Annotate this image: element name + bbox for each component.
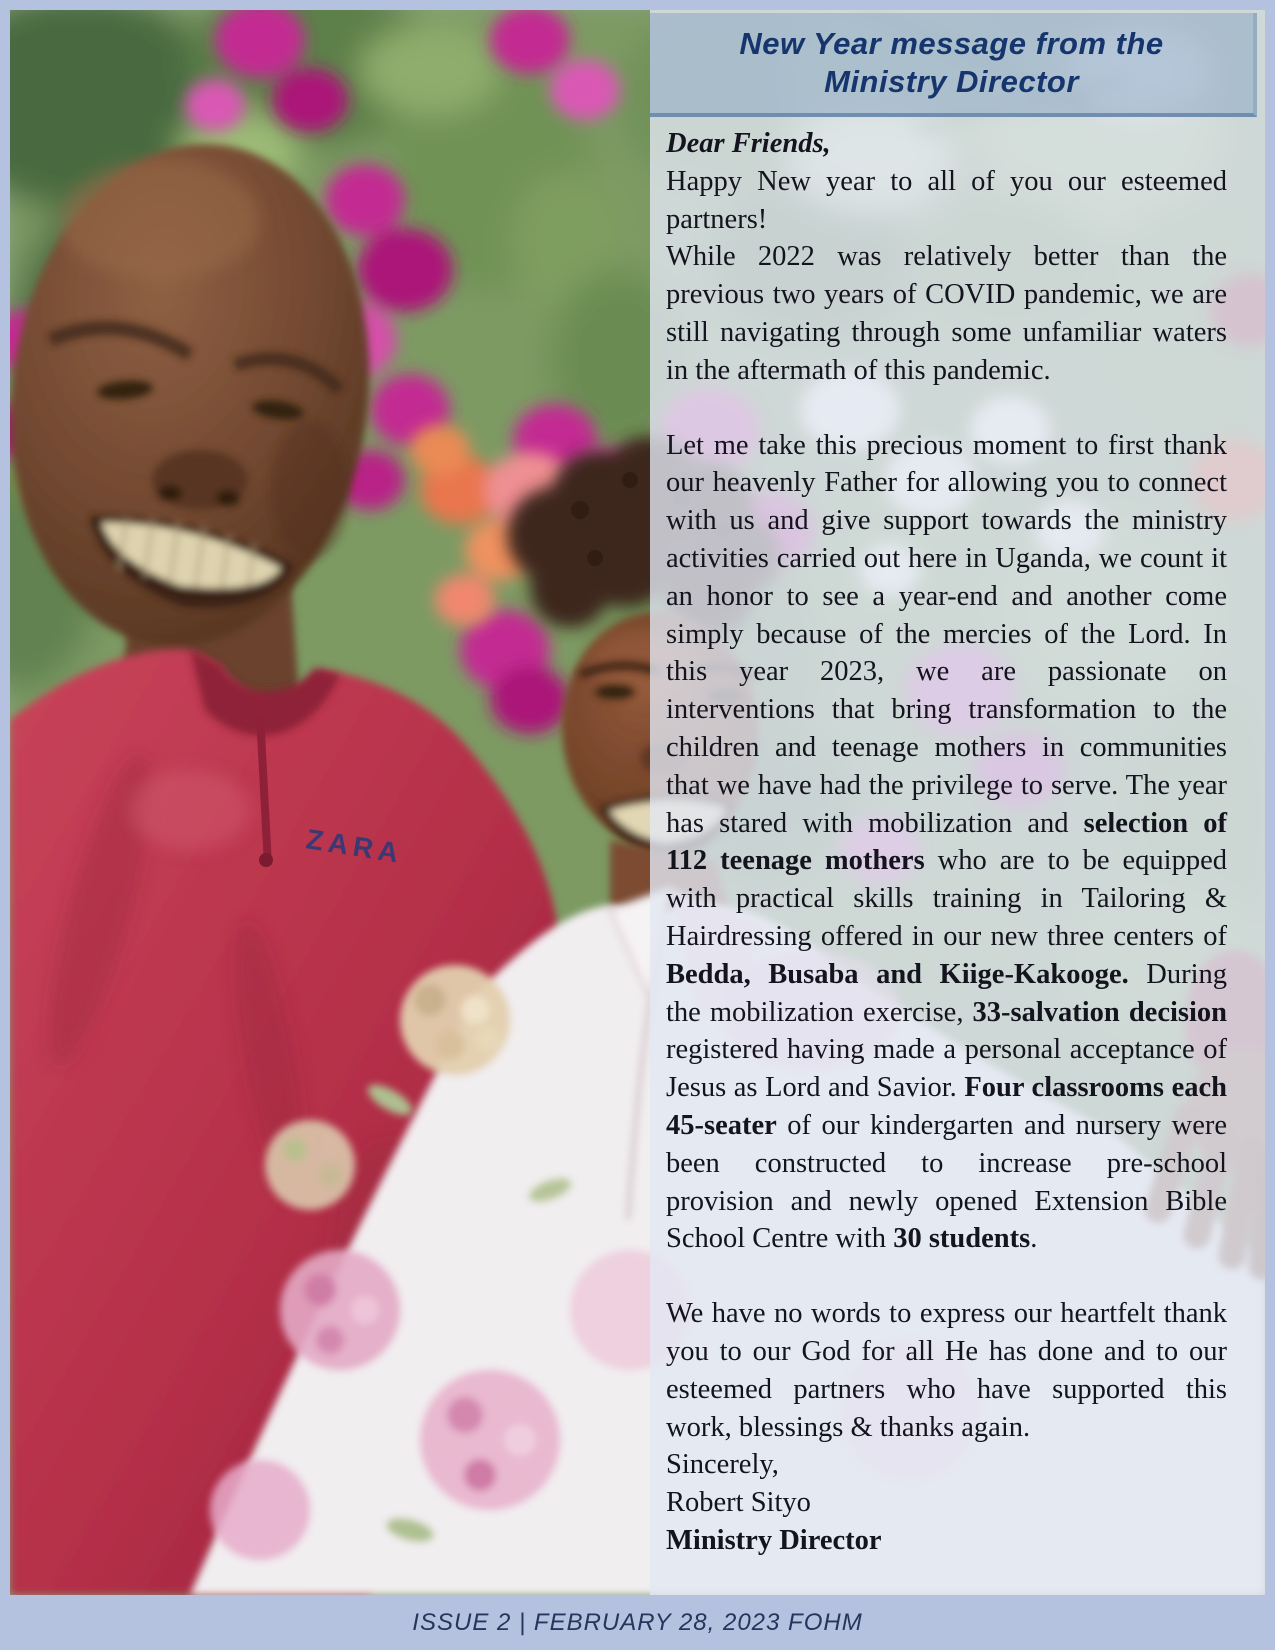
zara-label: ZARA (304, 823, 406, 870)
page-title-line1: New Year message from the (739, 26, 1164, 61)
header-banner (650, 13, 1257, 117)
signature-name: Robert Sityo (666, 1487, 811, 1519)
closing: Sincerely, (666, 1449, 779, 1481)
signature-title: Ministry Director (666, 1524, 882, 1556)
intro-paragraph-2: While 2022 was relatively better than the previous two years of COVID pandemic, we are still navigating through some unfamiliar waters in the aftermath of this pandemic. (666, 241, 1227, 386)
page-title-line2: Ministry Director (824, 64, 1079, 99)
main-paragraph: Let me take this precious moment to first thank our heavenly Father for allowing you to connect with us and give support towards the ministry activities carried out here in Uganda, we count it an honor to see a year-end and another come simply because of the mercies of the Lord. In this year 2023, we are passionate on interventions that bring transformation to the children and teenage mothers in communities that we have had the privilege to serve. The year has stared with mobilization and selection of 112 teenage mothers who are to be equipped with practical skills training in Tailoring & Hairdressing offered in our new three centers of Bedda, Busaba and Kiige-Kakooge. During the mobilization exercise, 33-salvation decision registered having made a personal acceptance of Jesus as Lord and Savior. Four classrooms each 45-seater of our kindergarten and nursery were been constructed to increase pre-school provision and newly opened Extension Bible School Centre with 30 students. (666, 429, 1228, 1255)
intro-paragraph-1: Happy New year to all of you our esteemed partners! (666, 165, 1227, 235)
footer-band (0, 1595, 1275, 1650)
salutation: Dear Friends, (666, 128, 831, 159)
letter-body (650, 117, 1257, 1595)
footer-issue-text: ISSUE 2 | FEBRUARY 28, 2023 FOHM (412, 1608, 863, 1636)
thanks-paragraph: We have no words to express our heartfelt thank you to our God for all He has done and to our esteemed partners who have supported this work, blessings & thanks again. (666, 1298, 1227, 1443)
